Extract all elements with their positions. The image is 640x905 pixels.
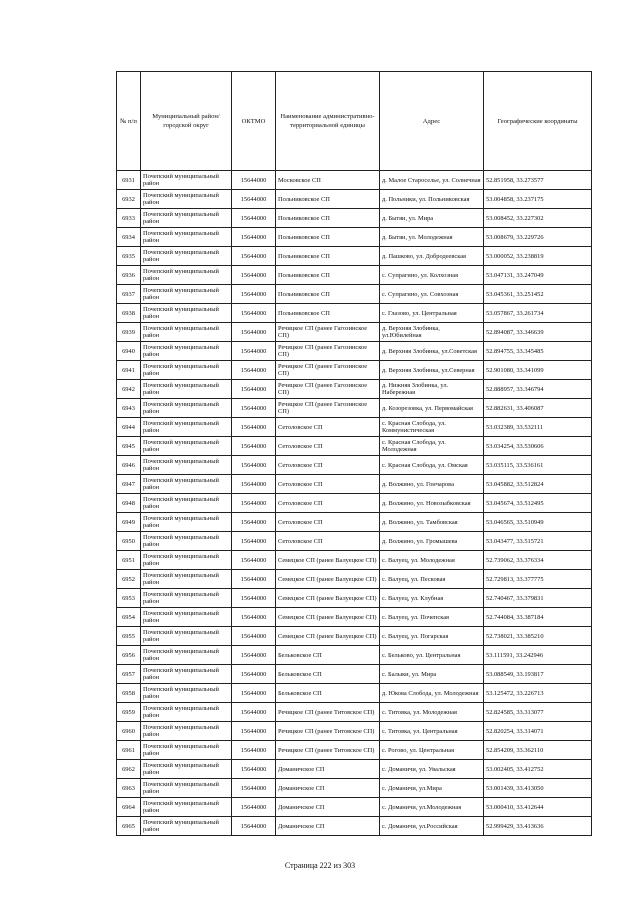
table-row — [117, 361, 592, 380]
row-unit: Доманичское СП — [276, 779, 380, 798]
row-district: Почепский муниципальный район — [141, 209, 232, 228]
row-coords: 53.008452, 33.227302 — [484, 209, 592, 228]
table-row — [117, 437, 592, 456]
header-coords: Географические координаты — [484, 72, 592, 171]
row-oktmo: 15644000 — [232, 513, 276, 532]
table-row — [117, 760, 592, 779]
table-row — [117, 247, 592, 266]
row-unit: Польниковское СП — [276, 285, 380, 304]
row-address: с. Балыки, ул. Мира — [380, 665, 484, 684]
row-unit: Речицкое СП (ранее Гагозинское СП) — [276, 380, 380, 399]
row-number: 6963 — [117, 779, 141, 798]
row-district: Почепский муниципальный район — [141, 684, 232, 703]
row-coords: 53.057867, 33.261734 — [484, 304, 592, 323]
row-coords: 53.111591, 33.242946 — [484, 646, 592, 665]
row-coords: 53.000052, 33.238819 — [484, 247, 592, 266]
row-unit: Речицкое СП (ранее Гагозинское СП) — [276, 342, 380, 361]
row-coords: 53.045361, 33.251452 — [484, 285, 592, 304]
table-row — [117, 589, 592, 608]
row-unit: Польниковское СП — [276, 266, 380, 285]
table-row — [117, 665, 592, 684]
row-coords: 52.888957, 33.346794 — [484, 380, 592, 399]
row-district: Почепский муниципальный район — [141, 399, 232, 418]
row-oktmo: 15644000 — [232, 380, 276, 399]
row-unit: Польниковское СП — [276, 247, 380, 266]
row-oktmo: 15644000 — [232, 570, 276, 589]
row-coords: 52.820254, 33.314071 — [484, 722, 592, 741]
row-number: 6962 — [117, 760, 141, 779]
row-oktmo: 15644000 — [232, 247, 276, 266]
row-district: Почепский муниципальный район — [141, 418, 232, 437]
row-district: Почепский муниципальный район — [141, 646, 232, 665]
row-unit: Семецкое СП (ранее Валуецкое СП) — [276, 627, 380, 646]
row-district: Почепский муниципальный район — [141, 570, 232, 589]
row-coords: 53.046565, 33.510949 — [484, 513, 592, 532]
row-number: 6936 — [117, 266, 141, 285]
row-number: 6938 — [117, 304, 141, 323]
table-row — [117, 703, 592, 722]
row-unit: Сетоловское СП — [276, 532, 380, 551]
row-coords: 53.008679, 33.229726 — [484, 228, 592, 247]
row-coords: 53.004858, 33.237175 — [484, 190, 592, 209]
row-coords: 53.088549, 33.193817 — [484, 665, 592, 684]
row-number: 6935 — [117, 247, 141, 266]
row-district: Почепский муниципальный район — [141, 627, 232, 646]
row-coords: 52.894087, 33.346639 — [484, 323, 592, 342]
page-number: Страница 222 из 303 — [284, 861, 356, 870]
row-oktmo: 15644000 — [232, 722, 276, 741]
row-address: д. Волжино, ул. Громышева — [380, 532, 484, 551]
row-address: д. Волжино, ул. Гончарова — [380, 475, 484, 494]
row-district: Почепский муниципальный район — [141, 342, 232, 361]
row-coords: 53.034254, 33.530606 — [484, 437, 592, 456]
row-oktmo: 15644000 — [232, 741, 276, 760]
row-oktmo: 15644000 — [232, 608, 276, 627]
row-address: с. Титовка, ул. Молодежная — [380, 703, 484, 722]
row-number: 6952 — [117, 570, 141, 589]
row-oktmo: 15644000 — [232, 399, 276, 418]
row-coords: 53.045674, 33.512495 — [484, 494, 592, 513]
row-oktmo: 15644000 — [232, 437, 276, 456]
row-district: Почепский муниципальный район — [141, 228, 232, 247]
row-address: с. Доманичи, ул.Российская — [380, 817, 484, 836]
registry-table — [116, 71, 592, 836]
row-district: Почепский муниципальный район — [141, 532, 232, 551]
row-district: Почепский муниципальный район — [141, 513, 232, 532]
row-number: 6954 — [117, 608, 141, 627]
row-oktmo: 15644000 — [232, 779, 276, 798]
row-oktmo: 15644000 — [232, 475, 276, 494]
row-number: 6953 — [117, 589, 141, 608]
row-unit: Семецкое СП (ранее Валуецкое СП) — [276, 608, 380, 627]
row-unit: Доманичское СП — [276, 798, 380, 817]
row-address: д. Волжино, ул. Тамбовская — [380, 513, 484, 532]
row-address: с. Супрагино, ул. Колхозная — [380, 266, 484, 285]
row-address: с. Супрагино, ул. Совхозная — [380, 285, 484, 304]
row-unit: Семецкое СП (ранее Валуецкое СП) — [276, 589, 380, 608]
row-coords: 52.824585, 33.313077 — [484, 703, 592, 722]
row-coords: 52.744084, 33.387184 — [484, 608, 592, 627]
table-row — [117, 399, 592, 418]
row-number: 6949 — [117, 513, 141, 532]
row-district: Почепский муниципальный район — [141, 323, 232, 342]
row-number: 6934 — [117, 228, 141, 247]
row-address: с. Валуец, ул. Погарская — [380, 627, 484, 646]
row-address: д. Бытяи, ул. Молодежная — [380, 228, 484, 247]
table-row — [117, 228, 592, 247]
row-coords: 52.729813, 33.377775 — [484, 570, 592, 589]
row-unit: Доманичское СП — [276, 817, 380, 836]
row-district: Почепский муниципальный район — [141, 456, 232, 475]
row-number: 6943 — [117, 399, 141, 418]
row-unit: Семецкое СП (ранее Валуецкое СП) — [276, 570, 380, 589]
row-unit: Речицкое СП (ранее Гагозинское СП) — [276, 323, 380, 342]
row-number: 6932 — [117, 190, 141, 209]
row-unit: Бельковское СП — [276, 665, 380, 684]
row-district: Почепский муниципальный район — [141, 779, 232, 798]
table-row — [117, 475, 592, 494]
row-oktmo: 15644000 — [232, 589, 276, 608]
table-row — [117, 627, 592, 646]
row-unit: Сетоловское СП — [276, 494, 380, 513]
row-district: Почепский муниципальный район — [141, 760, 232, 779]
row-oktmo: 15644000 — [232, 418, 276, 437]
row-unit: Сетоловское СП — [276, 456, 380, 475]
row-district: Почепский муниципальный район — [141, 380, 232, 399]
row-oktmo: 15644000 — [232, 798, 276, 817]
row-coords: 52.739062, 33.376334 — [484, 551, 592, 570]
row-district: Почепский муниципальный район — [141, 608, 232, 627]
row-oktmo: 15644000 — [232, 209, 276, 228]
table-header — [117, 72, 592, 171]
row-coords: 53.125472, 33.226713 — [484, 684, 592, 703]
row-number: 6945 — [117, 437, 141, 456]
table-row — [117, 722, 592, 741]
row-number: 6956 — [117, 646, 141, 665]
row-district: Почепский муниципальный район — [141, 247, 232, 266]
row-oktmo: 15644000 — [232, 817, 276, 836]
row-coords: 52.894755, 33.345485 — [484, 342, 592, 361]
header-address: Адрес — [380, 72, 484, 171]
table-row — [117, 646, 592, 665]
row-district: Почепский муниципальный район — [141, 494, 232, 513]
table-row — [117, 323, 592, 342]
row-unit: Семецкое СП (ранее Валуецкое СП) — [276, 551, 380, 570]
row-coords: 52.738021, 33.385210 — [484, 627, 592, 646]
table-row — [117, 266, 592, 285]
row-district: Почепский муниципальный район — [141, 171, 232, 190]
row-district: Почепский муниципальный район — [141, 285, 232, 304]
row-unit: Бельковское СП — [276, 684, 380, 703]
row-coords: 53.035115, 33.536161 — [484, 456, 592, 475]
table-row — [117, 209, 592, 228]
table-row — [117, 684, 592, 703]
row-address: с. Красная Слобода, ул. Коммунистическая — [380, 418, 484, 437]
table-row — [117, 779, 592, 798]
row-district: Почепский муниципальный район — [141, 817, 232, 836]
row-district: Почепский муниципальный район — [141, 703, 232, 722]
row-unit: Сетоловское СП — [276, 418, 380, 437]
row-number: 6960 — [117, 722, 141, 741]
table-row — [117, 741, 592, 760]
row-number: 6958 — [117, 684, 141, 703]
table-row — [117, 304, 592, 323]
row-unit: Московское СП — [276, 171, 380, 190]
row-unit: Доманичское СП — [276, 760, 380, 779]
row-coords: 52.901080, 33.341099 — [484, 361, 592, 380]
row-oktmo: 15644000 — [232, 703, 276, 722]
row-district: Почепский муниципальный район — [141, 266, 232, 285]
row-oktmo: 15644000 — [232, 190, 276, 209]
row-address: с. Красная Слобода, ул. Молодежная — [380, 437, 484, 456]
row-number: 6961 — [117, 741, 141, 760]
row-district: Почепский муниципальный район — [141, 437, 232, 456]
row-unit: Речицкое СП (ранее Титовское СП) — [276, 722, 380, 741]
row-unit: Польниковское СП — [276, 209, 380, 228]
header-unit: Наименование административно-территориальной единицы — [276, 72, 380, 171]
row-number: 6947 — [117, 475, 141, 494]
row-address: д. Бытяи, ул. Мира — [380, 209, 484, 228]
row-address: с. Валуец, ул. Клубная — [380, 589, 484, 608]
table-row — [117, 494, 592, 513]
row-oktmo: 15644000 — [232, 228, 276, 247]
row-oktmo: 15644000 — [232, 494, 276, 513]
row-address: д. Малое Староселье, ул. Солнечная — [380, 171, 484, 190]
row-oktmo: 15644000 — [232, 760, 276, 779]
row-oktmo: 15644000 — [232, 285, 276, 304]
row-oktmo: 15644000 — [232, 456, 276, 475]
row-address: д. Юкова Слобода, ул. Молодежная — [380, 684, 484, 703]
row-coords: 53.045882, 33.512824 — [484, 475, 592, 494]
row-unit: Речицкое СП (ранее Титовское СП) — [276, 741, 380, 760]
row-oktmo: 15644000 — [232, 532, 276, 551]
row-oktmo: 15644000 — [232, 323, 276, 342]
table-row — [117, 551, 592, 570]
row-number: 6944 — [117, 418, 141, 437]
row-unit: Речицкое СП (ранее Гагозинское СП) — [276, 399, 380, 418]
row-district: Почепский муниципальный район — [141, 665, 232, 684]
row-district: Почепский муниципальный район — [141, 741, 232, 760]
row-number: 6940 — [117, 342, 141, 361]
row-address: с. Валуец, ул. Молодежная — [380, 551, 484, 570]
row-address: с. Рогово, ул. Центральная — [380, 741, 484, 760]
row-coords: 52.740467, 33.379831 — [484, 589, 592, 608]
row-unit: Речицкое СП (ранее Титовское СП) — [276, 703, 380, 722]
row-coords: 53.001439, 33.413050 — [484, 779, 592, 798]
row-number: 6955 — [117, 627, 141, 646]
row-address: с. Титовка, ул. Центральная — [380, 722, 484, 741]
row-address: с. Глазово, ул. Центральная — [380, 304, 484, 323]
row-number: 6931 — [117, 171, 141, 190]
table-row — [117, 190, 592, 209]
row-address: с. Валуец, ул. Почепская — [380, 608, 484, 627]
table-body — [117, 171, 592, 836]
row-coords: 53.032389, 33.532111 — [484, 418, 592, 437]
row-number: 6942 — [117, 380, 141, 399]
row-oktmo: 15644000 — [232, 171, 276, 190]
row-oktmo: 15644000 — [232, 304, 276, 323]
row-unit: Бельковское СП — [276, 646, 380, 665]
header-oktmo: ОКТМО — [232, 72, 276, 171]
row-coords: 53.002405, 33.412752 — [484, 760, 592, 779]
row-oktmo: 15644000 — [232, 551, 276, 570]
table-row — [117, 798, 592, 817]
row-address: д. Пашково, ул. Добродеевская — [380, 247, 484, 266]
row-address: д. Нижняя Злобинка, ул. Набережная — [380, 380, 484, 399]
row-unit: Сетоловское СП — [276, 513, 380, 532]
row-address: с. Бельково, ул. Центральная — [380, 646, 484, 665]
row-number: 6948 — [117, 494, 141, 513]
row-number: 6946 — [117, 456, 141, 475]
header-num: № п/п — [117, 72, 141, 171]
row-number: 6937 — [117, 285, 141, 304]
row-district: Почепский муниципальный район — [141, 551, 232, 570]
row-address: д. Верхняя Злобинка, ул.Советская — [380, 342, 484, 361]
table-row — [117, 608, 592, 627]
table-row — [117, 380, 592, 399]
table-row — [117, 285, 592, 304]
row-oktmo: 15644000 — [232, 665, 276, 684]
row-number: 6957 — [117, 665, 141, 684]
row-district: Почепский муниципальный район — [141, 798, 232, 817]
row-unit: Сетоловское СП — [276, 475, 380, 494]
table-row — [117, 532, 592, 551]
row-unit: Польниковское СП — [276, 304, 380, 323]
row-coords: 52.851958, 33.273577 — [484, 171, 592, 190]
row-oktmo: 15644000 — [232, 361, 276, 380]
row-coords: 52.854209, 33.362110 — [484, 741, 592, 760]
row-number: 6950 — [117, 532, 141, 551]
row-address: с. Красная Слобода, ул. Омская — [380, 456, 484, 475]
table-row — [117, 513, 592, 532]
row-number: 6939 — [117, 323, 141, 342]
table-row — [117, 817, 592, 836]
row-district: Почепский муниципальный район — [141, 475, 232, 494]
row-address: д. Козорезовка, ул. Первомайская — [380, 399, 484, 418]
row-address: д. Верхняя Злобинка, ул.Юбилейная — [380, 323, 484, 342]
row-address: с. Доманичи, ул.Мира — [380, 779, 484, 798]
row-district: Почепский муниципальный район — [141, 722, 232, 741]
table-row — [117, 171, 592, 190]
row-address: д. Верхняя Злобинка, ул.Северная — [380, 361, 484, 380]
row-unit: Речицкое СП (ранее Гагозинское СП) — [276, 361, 380, 380]
row-coords: 52.999429, 33.413636 — [484, 817, 592, 836]
row-district: Почепский муниципальный район — [141, 361, 232, 380]
row-number: 6941 — [117, 361, 141, 380]
row-number: 6933 — [117, 209, 141, 228]
row-district: Почепский муниципальный район — [141, 190, 232, 209]
row-coords: 53.043477, 33.515721 — [484, 532, 592, 551]
row-unit: Польниковское СП — [276, 228, 380, 247]
table-row — [117, 456, 592, 475]
row-unit: Сетоловское СП — [276, 437, 380, 456]
row-number: 6951 — [117, 551, 141, 570]
row-oktmo: 15644000 — [232, 684, 276, 703]
row-coords: 52.882631, 33.406087 — [484, 399, 592, 418]
header-district: Муниципальный район/городской округ — [141, 72, 232, 171]
row-coords: 53.047131, 33.247049 — [484, 266, 592, 285]
row-number: 6959 — [117, 703, 141, 722]
row-address: с. Валуец, ул. Песковая — [380, 570, 484, 589]
row-district: Почепский муниципальный район — [141, 589, 232, 608]
row-unit: Польниковское СП — [276, 190, 380, 209]
row-coords: 53.000410, 33.412644 — [484, 798, 592, 817]
table-row — [117, 570, 592, 589]
row-oktmo: 15644000 — [232, 266, 276, 285]
row-oktmo: 15644000 — [232, 646, 276, 665]
table-row — [117, 342, 592, 361]
row-district: Почепский муниципальный район — [141, 304, 232, 323]
row-number: 6964 — [117, 798, 141, 817]
row-number: 6965 — [117, 817, 141, 836]
table-row — [117, 418, 592, 437]
row-address: д. Волжино, ул. Новозыбковская — [380, 494, 484, 513]
row-oktmo: 15644000 — [232, 627, 276, 646]
row-oktmo: 15644000 — [232, 342, 276, 361]
row-address: д. Польники, ул. Польниковская — [380, 190, 484, 209]
row-address: с. Доманичи, ул.Молодежная — [380, 798, 484, 817]
row-address: с. Доманичи, ул. Увальская — [380, 760, 484, 779]
